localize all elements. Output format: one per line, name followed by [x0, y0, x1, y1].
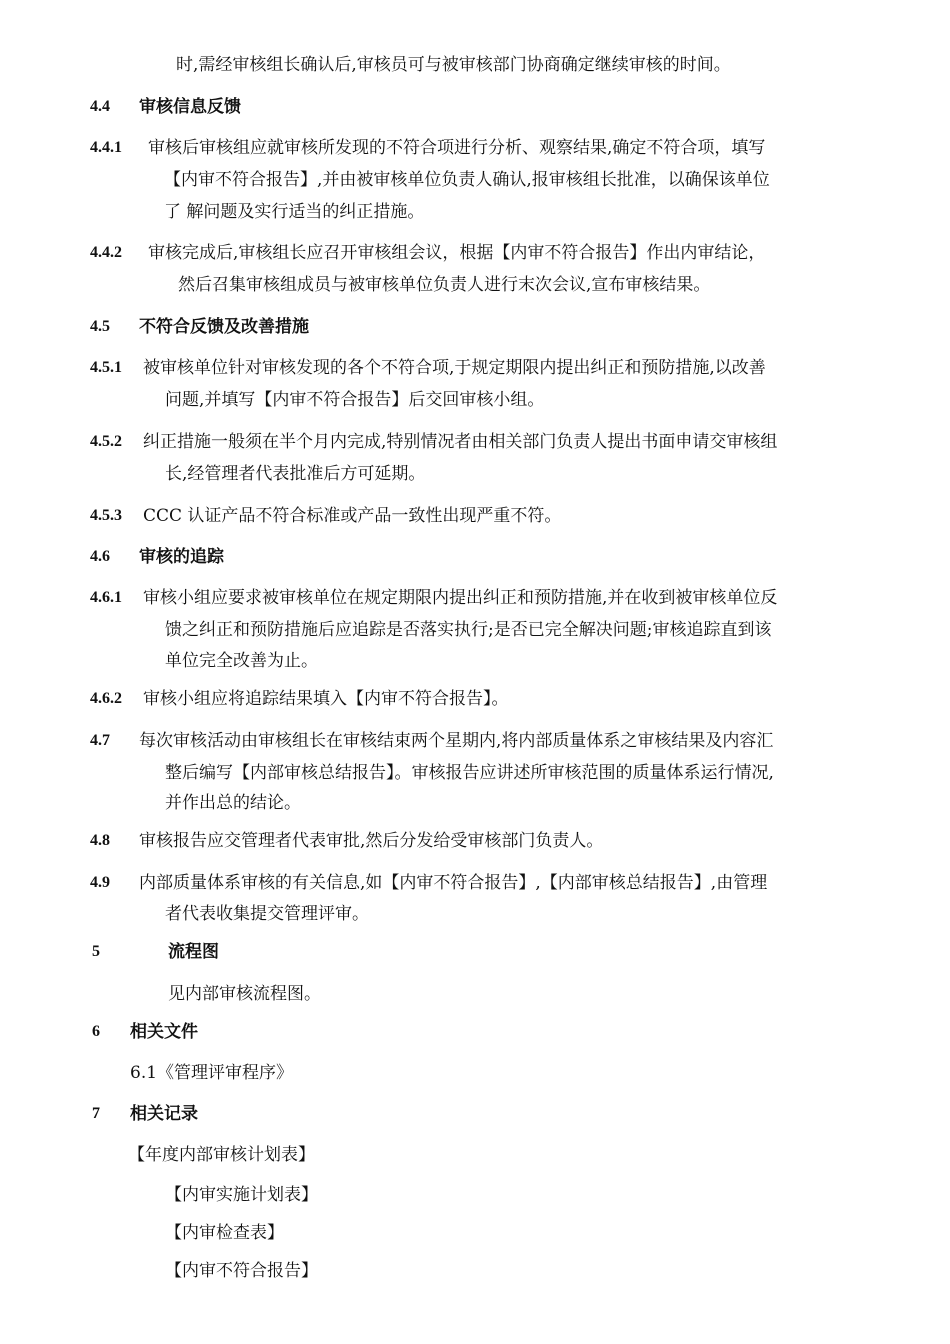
clause-number: 4.7 — [90, 732, 110, 749]
clause-number: 4.5.2 — [90, 433, 122, 450]
clause-number: 4.9 — [90, 874, 110, 891]
record-item: 【内审不符合报告】 — [165, 1261, 318, 1281]
paragraph-line: 审核完成后,审核组长应召开审核组会议，根据【内审不符合报告】作出内审结论， — [148, 243, 766, 263]
related-document: 6.1《管理评审程序》 — [130, 1063, 294, 1083]
section-number: 6 — [92, 1023, 100, 1040]
paragraph-line: 审核小组应要求被审核单位在规定期限内提出纠正和预防措施,并在收到被审核单位反 — [143, 588, 778, 608]
section-title: 相关文件 — [130, 1022, 198, 1042]
section-title: 流程图 — [168, 942, 219, 962]
section-title: 审核的追踪 — [139, 547, 224, 567]
clause-number: 4.5.1 — [90, 359, 122, 376]
paragraph-line: 然后召集审核组成员与被审核单位负责人进行末次会议,宣布审核结果。 — [178, 275, 711, 295]
paragraph-line: 馈之纠正和预防措施后应追踪是否落实执行;是否已完全解决问题;审核追踪直到该 — [165, 620, 772, 640]
section-title: 不符合反馈及改善措施 — [139, 317, 309, 337]
paragraph-line: 单位完全改善为止。 — [165, 651, 318, 671]
paragraph-line: 见内部审核流程图。 — [168, 984, 321, 1004]
paragraph-line: 时,需经审核组长确认后,审核员可与被审核部门协商确定继续审核的时间。 — [176, 55, 731, 75]
record-item: 【内审实施计划表】 — [165, 1185, 318, 1205]
section-number: 4.4 — [90, 98, 110, 115]
paragraph-line: 者代表收集提交管理评审。 — [165, 904, 369, 924]
section-number: 4.5 — [90, 318, 110, 335]
paragraph-line: 审核报告应交管理者代表审批,然后分发给受审核部门负责人。 — [139, 831, 604, 851]
paragraph-line: 【内审不符合报告】,并由被审核单位负责人确认,报审核组长批准，以确保该单位 — [164, 170, 770, 190]
clause-number: 4.5.3 — [90, 507, 122, 524]
paragraph-line: 被审核单位针对审核发现的各个不符合项,于规定期限内提出纠正和预防措施,以改善 — [143, 358, 766, 378]
clause-number: 4.6.2 — [90, 690, 122, 707]
section-number: 4.6 — [90, 548, 110, 565]
section-title: 审核信息反馈 — [139, 97, 241, 117]
section-title: 相关记录 — [130, 1104, 198, 1124]
paragraph-line: 审核小组应将追踪结果填入【内审不符合报告】。 — [143, 689, 509, 709]
clause-number: 4.4.2 — [90, 244, 122, 261]
paragraph-line: 问题,并填写【内审不符合报告】后交回审核小组。 — [165, 390, 545, 410]
clause-number: 4.6.1 — [90, 589, 122, 606]
paragraph-line: CCC 认证产品不符合标准或产品一致性出现严重不符。 — [143, 506, 562, 526]
paragraph-line: 内部质量体系审核的有关信息,如【内审不符合报告】,【内部审核总结报告】,由管理 — [139, 873, 768, 893]
section-number: 5 — [92, 943, 100, 960]
section-number: 7 — [92, 1105, 100, 1122]
paragraph-line: 长,经管理者代表批准后方可延期。 — [165, 464, 426, 484]
paragraph-line: 了 解问题及实行适当的纠正措施。 — [164, 202, 425, 222]
record-item: 【内审检查表】 — [165, 1223, 284, 1243]
clause-number: 4.4.1 — [90, 139, 122, 156]
clause-number: 4.8 — [90, 832, 110, 849]
paragraph-line: 纠正措施一般须在半个月内完成,特别情况者由相关部门负责人提出书面申请交审核组 — [143, 432, 778, 452]
record-item: 【年度内部审核计划表】 — [128, 1145, 315, 1165]
paragraph-line: 每次审核活动由审核组长在审核结束两个星期内,将内部质量体系之审核结果及内容汇 — [139, 731, 774, 751]
paragraph-line: 并作出总的结论。 — [165, 793, 301, 813]
paragraph-line: 审核后审核组应就审核所发现的不符合项进行分析、观察结果,确定不符合项，填写 — [148, 138, 766, 158]
paragraph-line: 整后编写【内部审核总结报告】。审核报告应讲述所审核范围的质量体系运行情况, — [165, 763, 774, 783]
